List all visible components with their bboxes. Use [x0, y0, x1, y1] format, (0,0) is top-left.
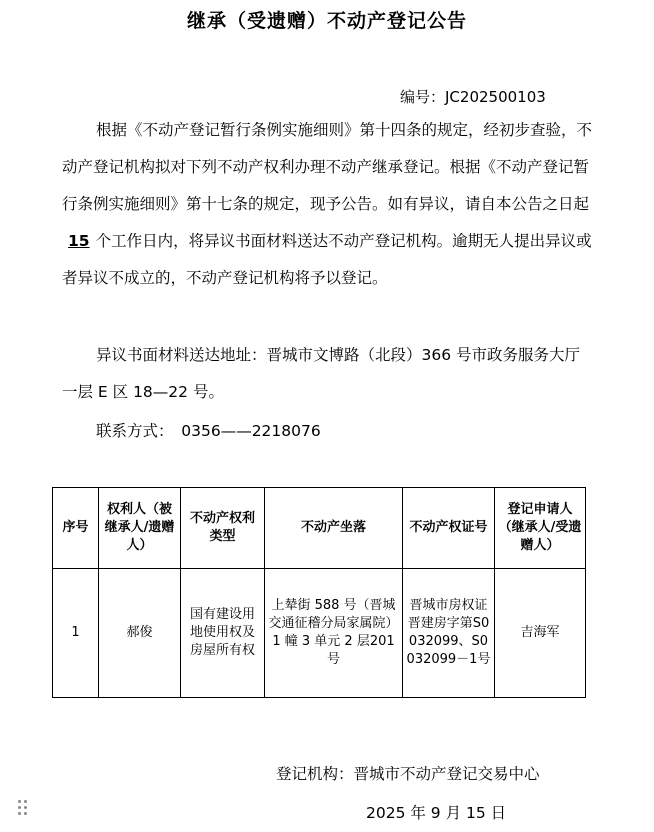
property-table [52, 487, 586, 698]
announcement-text-part2: 个工作日内，将异议书面材料送达不动产登记机构。逾期无人提出异议或者异议不成立的，不动产登记机构将予以登记。 [62, 232, 592, 287]
table-cell-location: 上辇街 588 号（晋城交通征稽分局家属院）1 幢 3 单元 2 层201 号 [265, 569, 403, 698]
table-header: 不动产坐落 [265, 488, 403, 569]
table-cell-applicant: 吉海军 [495, 569, 586, 698]
table-row [53, 569, 586, 698]
table-header: 登记申请人（继承人/受遗赠人） [495, 488, 586, 569]
announcement-date: 2025 年 9 月 15 日 [366, 804, 507, 822]
table-header: 权利人（被继承人/遗赠人） [99, 488, 181, 569]
page-title: 继承（受遗赠）不动产登记公告 [186, 10, 467, 32]
table-header: 不动产权证号 [403, 488, 495, 569]
table-cell-owner: 郝俊 [99, 569, 181, 698]
table-cell-right-type: 国有建设用地使用权及房屋所有权 [181, 569, 265, 698]
contact-paragraph [62, 413, 592, 450]
drag-handle-icon[interactable] [18, 800, 30, 820]
objection-address: 异议书面材料送达地址：晋城市文博路（北段）366 号市政务服务大厅一层 E 区 18—22 号。 [62, 346, 581, 401]
table-cell-certificate: 晋城市房权证晋建房字第S0032099、S0032099－1号 [403, 569, 495, 698]
objection-address-paragraph [62, 337, 592, 411]
contact-info: 联系方式： 0356——2218076 [96, 422, 321, 440]
document-number: 编号：JC202500103 [400, 88, 546, 106]
objection-days: 15 [68, 232, 90, 250]
table-header-row [53, 488, 586, 569]
table-header: 不动产权利类型 [181, 488, 265, 569]
announcement-text-part1: 根据《不动产登记暂行条例实施细则》第十四条的规定，经初步查验，不动产登记机构拟对下列不动产权利办理不动产继承登记。根据《不动产登记暂行条例实施细则》第十七条的规定，现予公告。如有异议，请自本公告之日起 [62, 121, 593, 213]
announcement-paragraph [62, 112, 592, 297]
table-cell-index: 1 [53, 569, 99, 698]
registration-authority: 登记机构：晋城市不动产登记交易中心 [276, 765, 540, 783]
table-header: 序号 [53, 488, 99, 569]
